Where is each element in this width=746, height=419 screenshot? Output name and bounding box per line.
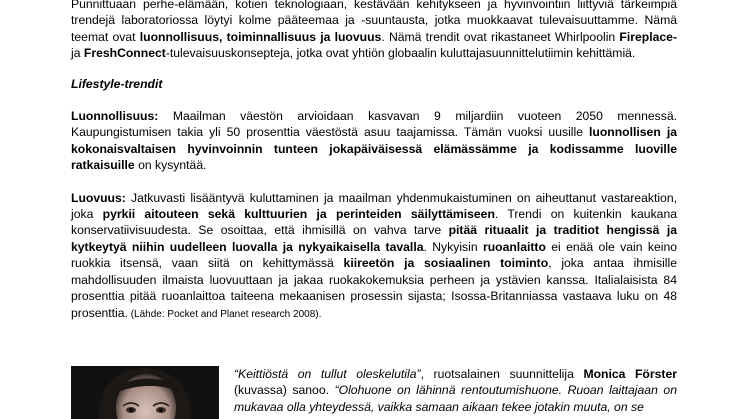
portrait-photo (71, 366, 219, 419)
document-page (71, 0, 677, 419)
quote-title: “Keittiöstä on tullut oleskelutila” (234, 367, 421, 381)
creativity-source: (Lähde: Pocket and Planet research 2008). (127, 308, 322, 320)
intro-bold-freshconnect: FreshConnect (83, 46, 166, 61)
nature-bold-1: luonnollisen ja kokonaisvaltaisen hyvinvoinnin tunteen jokapäiväisessä elämässämme ja kodissamme luoville ratkaisuille (71, 125, 677, 173)
creativity-bold-4: kiireetön ja sosiaalinen toiminto (343, 256, 549, 271)
creativity-text-4: ei enää ole vain keino ruokkia itsensä, vaan siitä on kehittymässä (71, 239, 677, 271)
nature-paragraph (71, 108, 677, 174)
creativity-text-1: Jatkuvasti lisääntyvä kuluttaminen ja maailman yhdenmukaistuminen on aiheuttanut vastareaktion, joka (71, 190, 677, 222)
nature-text-2: on kysyntää. (134, 158, 207, 173)
nature-label: Luonnollisuus: (71, 109, 159, 124)
intro-text-1: Punnittuaan perhe-elämään, kotien teknologiaan, kestävään kehitykseen ja hyvinvointiin liittyviä tärkeimpiä trendejä laboratoriossa löytyi kolme pääteemaa ja -suuntausta, jotka muokkaavat tulevaisuuttamme. Nämä teemat ovat (71, 0, 677, 44)
creativity-text-5: , joka antaa ihmisille mahdollisuuden ilmaista luovuuttaan ja jakaa ruokakokemuksia perheen ja ystävien kanssa. Italialaisista 84 prosenttia pitää ruoanlaittoa taiteena mekaanisen prosessin sijasta; Isossa-Britanniassa vastaava luku on 48 prosenttia. (71, 256, 678, 320)
intro-text-3: ja (71, 46, 84, 61)
quote-body: “Olohuone on lähinnä rentoutumishuone. Ruoan laittajaan on mukavaa olla yhteydessä, vaikka samaan aikaan tekee jotakin muuta, on se (234, 383, 677, 414)
creativity-paragraph (71, 190, 677, 323)
quote-section (71, 366, 677, 419)
creativity-text-2: . Trendi on kuitenkin kaukana konservatiivisuudesta. Se osoittaa, että ihmisillä on vahva tarve (71, 207, 677, 238)
nature-text-1: Maailman väestön arvioidaan kasvavan 9 miljardiin vuoteen 2050 mennessä. Kaupungistumisen takia yli 50 prosenttia väestöstä asuu taajamissa. Tämän vuoksi uusille (71, 109, 677, 140)
designer-name: Monica Förster (583, 367, 677, 381)
quote-paragraph (234, 366, 677, 415)
quote-text-1: , ruotsalainen suunnittelija (420, 367, 584, 381)
creativity-label: Luovuus: (71, 190, 126, 205)
intro-bold-fireplace: Fireplace- (619, 29, 677, 44)
intro-paragraph (71, 0, 677, 62)
creativity-bold-1: pyrkii aitouteen sekä kulttuurien ja perinteiden säilyttämiseen (102, 207, 495, 222)
section-heading: Lifestyle-trendit (71, 76, 163, 91)
portrait-image (71, 366, 219, 419)
quote-text-2: (kuvassa) sanoo. (234, 383, 335, 398)
creativity-bold-3: ruoanlaitto (482, 239, 546, 254)
creativity-text-3: . Nykyisin (423, 239, 483, 254)
intro-text-4: -tulevaisuuskonsepteja, jotka ovat yhtiön globaalin kuluttajasuunnittelutiimin kehittämiä. (165, 46, 636, 61)
intro-text-2: . Nämä trendit ovat rikastaneet Whirlpoolin (381, 29, 620, 44)
intro-bold-themes: luonnollisuus, toiminnallisuus ja luovuus (139, 29, 382, 44)
creativity-bold-2: pitää rituaalit ja traditiot hengissä ja kytkeytyä niihin uudelleen luovalla ja nykyaikaisella tavalla (71, 223, 677, 254)
